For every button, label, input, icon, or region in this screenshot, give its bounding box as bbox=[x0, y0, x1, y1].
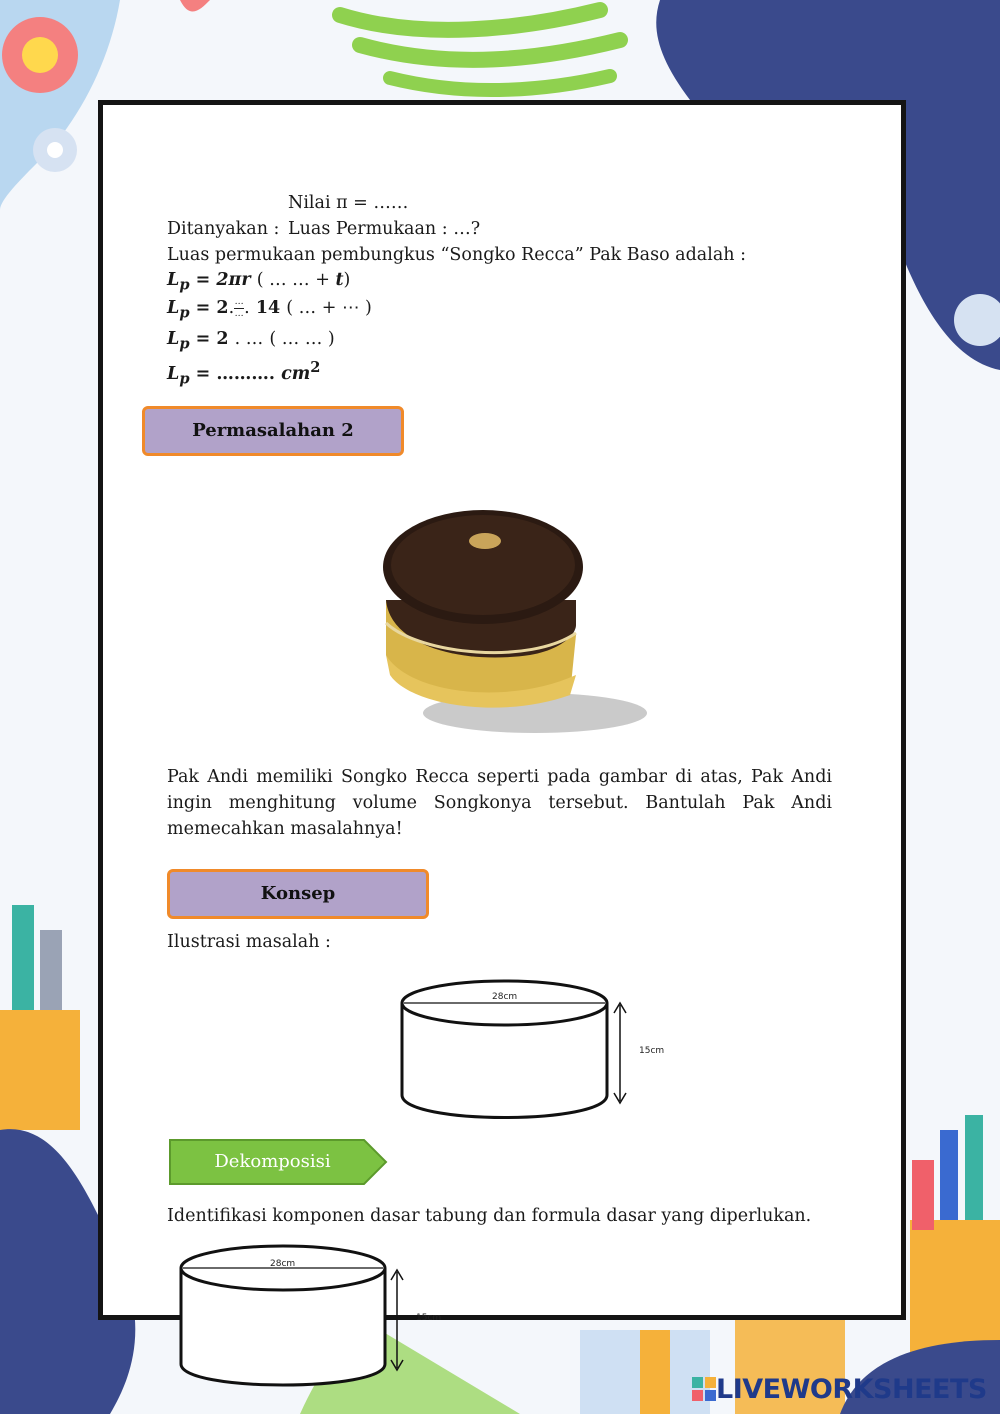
decomposition-tag: Dekomposisi bbox=[214, 1151, 331, 1172]
diameter-label-2: 28cm bbox=[270, 1259, 296, 1269]
question-label: Ditanyakan : bbox=[167, 219, 280, 239]
height-label: 15cm bbox=[639, 1046, 665, 1056]
liveworksheets-logo-icon bbox=[692, 1377, 716, 1401]
liveworksheets-logo-text: LIVEWORKSHEETS bbox=[716, 1373, 987, 1405]
liveworksheets-logo[interactable] bbox=[692, 1372, 987, 1406]
songko-recca-image bbox=[380, 505, 650, 745]
formula-line-2: $L_p = 2$. $\frac{\dots}{\dots}$ . 14 ( … + ⋯ ) bbox=[167, 297, 372, 322]
intro-sentence: Luas permukaan pembungkus “Songko Recca” Pak Baso adalah : bbox=[167, 245, 746, 265]
problem-2-text: Pak Andi memiliki Songko Recca seperti pada gambar di atas, Pak Andi ingin menghitung volume Songkonya tersebut. Bantulah Pak Andi memecahkan masalahnya! bbox=[167, 767, 832, 839]
formula-line-4: $L_p$ = ………. $cm^2$ bbox=[167, 359, 321, 388]
formula-line-1: $L_p = 2\pi r$ ( … … + t) bbox=[167, 270, 351, 294]
problem-2-heading: Permasalahan 2 bbox=[142, 406, 404, 456]
formula-line-3: $L_p = 2$ . … ( … … ) bbox=[167, 329, 335, 353]
diameter-label: 28cm bbox=[492, 992, 518, 1002]
concept-heading: Konsep bbox=[167, 869, 429, 919]
question-value: Luas Permukaan : …? bbox=[288, 219, 481, 239]
illustration-label: Ilustrasi masalah : bbox=[167, 932, 331, 952]
decomposition-text: Identifikasi komponen dasar tabung dan formula dasar yang diperlukan. bbox=[167, 1206, 812, 1226]
pi-value-line: Nilai π = …… bbox=[288, 193, 409, 213]
height-label-2: 15cm bbox=[416, 1313, 442, 1323]
